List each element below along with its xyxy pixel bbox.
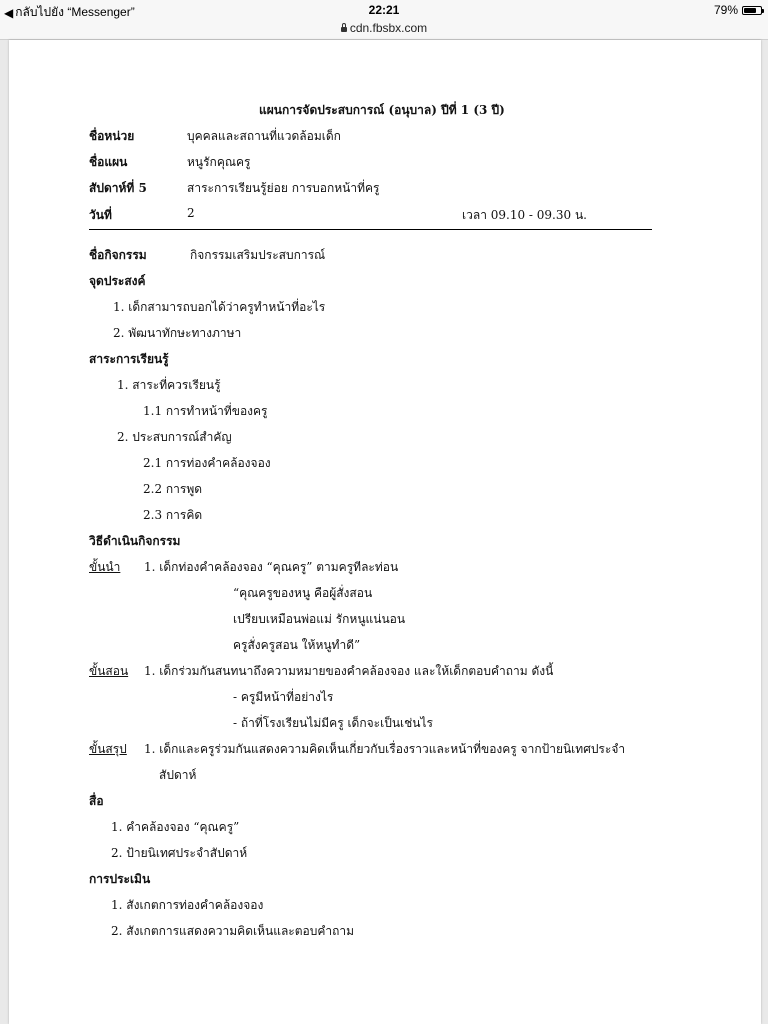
unit-label: ชื่อหน่วย	[89, 129, 135, 143]
evaluation-item: 1. สังเกตการท่องคำคล้องจอง	[111, 898, 264, 912]
media-item: 1. คำคล้องจอง “คุณครู”	[111, 820, 240, 834]
poem-line: “คุณครูของหนู คือผู้สั่งสอน	[233, 586, 373, 600]
battery-indicator	[714, 3, 762, 17]
evaluation-heading: การประเมิน	[89, 872, 151, 886]
teach-step-text: 1. เด็กร่วมกันสนทนาถึงความหมายของคำคล้องจอง และให้เด็กตอบคำถาม ดังนี้	[144, 664, 554, 678]
question-item: - ถ้าที่โรงเรียนไม่มีครู เด็กจะเป็นเช่นไร	[233, 716, 433, 730]
question-item: - ครูมีหน้าที่อย่างไร	[233, 690, 334, 704]
content-subitem: 2.2 การพูด	[143, 482, 203, 496]
url-display[interactable]	[0, 21, 768, 35]
url-text: cdn.fbsbx.com	[349, 21, 428, 35]
header-divider	[89, 229, 652, 230]
back-chevron-icon: ◀	[4, 5, 14, 20]
content-subitem: 2.3 การคิด	[143, 508, 203, 522]
time-value: เวลา 09.10 - 09.30 น.	[462, 208, 587, 222]
content-item: 1. สาระที่ควรเรียนรู้	[117, 378, 221, 392]
lock-icon	[341, 27, 347, 32]
document-page	[9, 40, 761, 1024]
content-heading: สาระการเรียนรู้	[89, 352, 169, 366]
summary-step-label: ขั้นสรุป	[89, 742, 127, 756]
url-bar[interactable]	[0, 20, 768, 40]
summary-step-text: 1. เด็กและครูร่วมกันแสดงความคิดเห็นเกี่ยวกับเรื่องราวและหน้าที่ของครู จากป้ายนิเทศประจำ	[144, 742, 626, 756]
week-value: สาระการเรียนรู้ย่อย การบอกหน้าที่ครู	[187, 181, 380, 195]
clock: 22:21	[368, 3, 400, 17]
intro-step-label: ขั้นนำ	[89, 560, 121, 574]
intro-step-text: 1. เด็กท่องคำคล้องจอง “คุณครู” ตามครูทีละท่อน	[144, 560, 399, 574]
content-subitem: 1.1 การทำหน้าที่ของครู	[143, 404, 268, 418]
activity-label: ชื่อกิจกรรม	[89, 248, 147, 262]
activity-value: กิจกรรมเสริมประสบการณ์	[190, 248, 326, 262]
plan-value: หนูรักคุณครู	[187, 155, 251, 169]
media-item: 2. ป้ายนิเทศประจำสัปดาห์	[111, 846, 248, 860]
summary-step-continuation: สัปดาห์	[159, 768, 197, 782]
unit-value: บุคคลและสถานที่แวดล้อมเด็ก	[187, 129, 341, 143]
back-label: กลับไปยัง “Messenger”	[15, 5, 135, 19]
objective-item: 2. พัฒนาทักษะทางภาษา	[113, 326, 242, 340]
poem-line: เปรียบเหมือนพ่อแม่ รักหนูแน่นอน	[233, 612, 406, 626]
evaluation-item: 2. สังเกตการแสดงความคิดเห็นและตอบคำถาม	[111, 924, 355, 938]
battery-level-fill	[744, 8, 756, 13]
day-value: 2	[187, 206, 195, 220]
teach-step-label: ขั้นสอน	[89, 664, 129, 678]
lesson-plan-document	[9, 40, 761, 1024]
battery-percent: 79%	[713, 3, 738, 17]
document-title: แผนการจัดประสบการณ์ (อนุบาล) ปีที่ 1 (3 ปี)	[259, 103, 505, 117]
week-label: สัปดาห์ที่ 5	[89, 181, 147, 195]
day-label: วันที่	[89, 208, 112, 222]
objective-item: 1. เด็กสามารถบอกได้ว่าครูทำหน้าที่อะไร	[113, 300, 326, 314]
status-bar	[0, 0, 768, 20]
content-subitem: 2.1 การท่องคำคล้องจอง	[143, 456, 271, 470]
poem-line: ครูสั่งครูสอน ให้หนูทำดี”	[233, 638, 361, 652]
media-heading: สื่อ	[89, 794, 104, 808]
procedure-heading: วิธีดำเนินกิจกรรม	[89, 534, 181, 548]
battery-tip	[762, 9, 764, 13]
objectives-heading: จุดประสงค์	[89, 274, 146, 288]
battery-icon	[742, 6, 762, 15]
plan-label: ชื่อแผน	[89, 155, 128, 169]
content-item: 2. ประสบการณ์สำคัญ	[117, 430, 232, 444]
